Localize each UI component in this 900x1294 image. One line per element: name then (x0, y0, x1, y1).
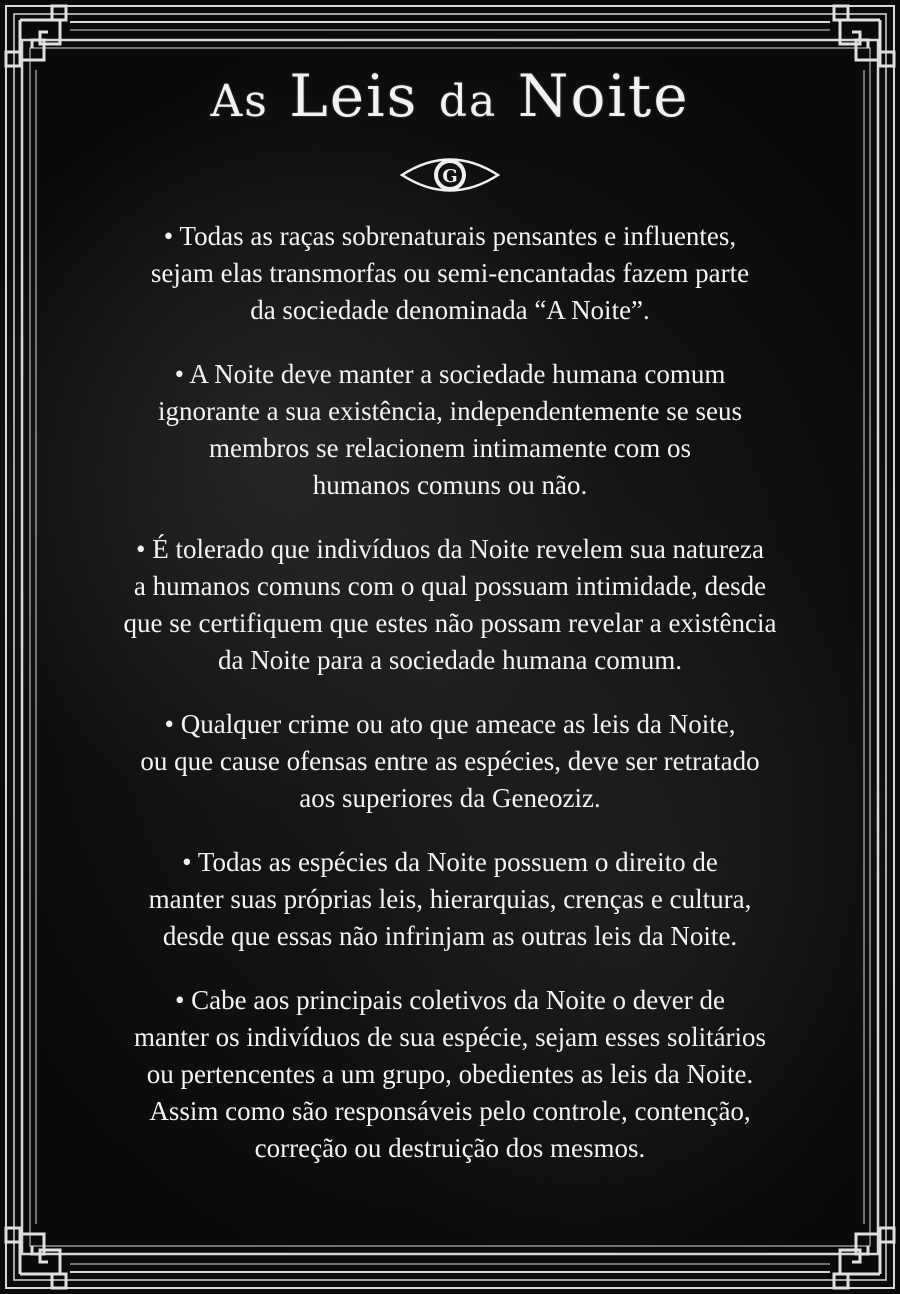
law-text-line: desde que essas não infrinjam as outras leis da Noite. (162, 921, 738, 951)
law-text-line: ignorante a sua existência, independentemente se seus (157, 396, 743, 426)
corner-ornament-bottom-right (834, 1228, 894, 1288)
law-item (40, 218, 860, 329)
law-item (40, 356, 860, 504)
page-title (0, 62, 900, 130)
law-text-line: que se certifiquem que estes não possam revelar a existência (123, 608, 777, 638)
emblem-letter: G (442, 166, 458, 187)
law-item (40, 706, 860, 817)
law-text-line: da Noite para a sociedade humana comum. (217, 645, 683, 675)
law-text-line: manter os indivíduos de sua espécie, sejam esses solitários (133, 1022, 767, 1052)
title-word-noite: Noite (517, 62, 690, 130)
eye-emblem-icon (400, 152, 500, 198)
law-text-line: manter suas próprias leis, hierarquias, crenças e cultura, (148, 884, 752, 914)
law-text-line: da sociedade denominada “A Noite”. (250, 295, 650, 325)
law-text-line: aos superiores da Geneoziz. (299, 783, 601, 813)
law-text-line: • A Noite deve manter a sociedade humana comum (174, 359, 726, 389)
law-text-line: Assim como são responsáveis pelo controle, contenção, (149, 1096, 751, 1126)
law-text-line: ou pertencentes a um grupo, obedientes as leis da Noite. (146, 1059, 754, 1089)
law-text-line: sejam elas transmorfas ou semi-encantadas fazem parte (150, 258, 750, 288)
corner-ornament-top-left (6, 6, 66, 66)
law-item (40, 531, 860, 679)
law-text-line: • É tolerado que indivíduos da Noite revelem sua natureza (136, 534, 764, 564)
law-text-line: membros se relacionem intimamente com os (208, 433, 692, 463)
laws-list (40, 218, 860, 1194)
law-text-line: • Cabe aos principais coletivos da Noite o dever de (174, 985, 726, 1015)
law-text-line: a humanos comuns com o qual possuam intimidade, desde (133, 571, 767, 601)
title-word-as: As (210, 76, 269, 127)
corner-ornament-bottom-left (6, 1228, 66, 1288)
law-text-line: correção ou destruição dos mesmos. (254, 1133, 646, 1163)
law-text-line: ou que cause ofensas entre as espécies, deve ser retratado (140, 746, 760, 776)
title-word-leis: Leis (289, 62, 419, 130)
law-item (40, 844, 860, 955)
law-text-line: humanos comuns ou não. (312, 470, 588, 500)
title-word-da: da (438, 76, 498, 127)
law-text-line: • Todas as espécies da Noite possuem o direito de (182, 847, 718, 877)
corner-ornament-top-right (834, 6, 894, 66)
law-text-line: • Todas as raças sobrenaturais pensantes e influentes, (163, 221, 737, 251)
law-item (40, 982, 860, 1167)
law-text-line: • Qualquer crime ou ato que ameace as leis da Noite, (164, 709, 736, 739)
